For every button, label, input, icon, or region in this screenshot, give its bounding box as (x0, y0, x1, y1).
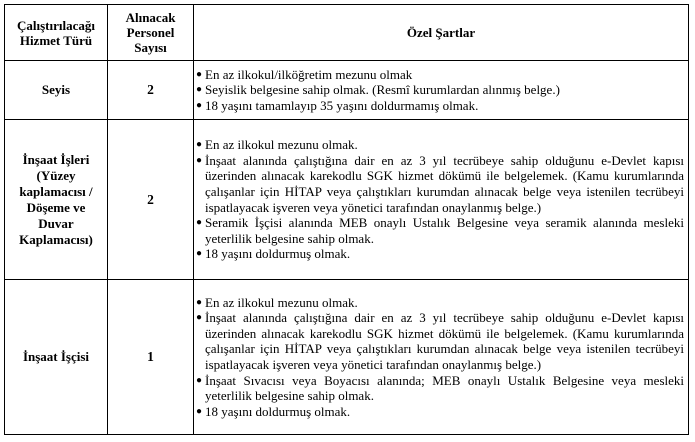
personnel-count-cell: 1 (108, 280, 194, 435)
service-type-cell: İnşaat İşçisi (5, 280, 108, 435)
list-item: ● En az ilkokul mezunu olmak. (196, 294, 358, 310)
table-row (5, 280, 689, 435)
bullet-icon: ● (196, 68, 203, 80)
personnel-count-cell: 2 (108, 120, 194, 280)
table-row (5, 120, 689, 280)
bullet-icon: ● (196, 374, 203, 386)
header-service-type: Çalıştırılacağı Hizmet Türü (5, 5, 108, 61)
bullet-icon: ● (196, 405, 203, 417)
conditions-list (196, 295, 684, 420)
bullet-icon: ● (196, 84, 203, 96)
list-item: ● İnşaat alanında çalıştığına dair en az 3 yıl tecrübeye sahip olduğunu e-Devlet kapısı üzerinden alınacak karekodlu SGK hizmet dökümü ile belgelemek. (Kamu kurumlarında çalışanlar için HİTAP veya çalıştıkları kurumdan alınacak belge veya istenilen tecrübeyi ispatlayacak işveren veya yönetici tarafından onaylanmış belge.) (196, 310, 684, 372)
header-personnel-count: Alınacak Personel Sayısı (108, 5, 194, 61)
bullet-icon: ● (196, 99, 203, 111)
bullet-icon: ● (196, 139, 203, 151)
personnel-count-cell: 2 (108, 61, 194, 120)
bullet-icon: ● (196, 296, 203, 308)
bullet-icon: ● (196, 248, 203, 260)
personnel-requirements-table (4, 4, 689, 435)
conditions-cell (194, 120, 689, 280)
list-item: ● Seramik İşçisi alanında MEB onaylı Ustalık Belgesine veya seramik alanında mesleki yeterlilik belgesine sahip olmak. (196, 215, 684, 246)
list-item: ● İnşaat alanında çalıştığına dair en az 3 yıl tecrübeye sahip olduğunu e-Devlet kapısı üzerinden alınacak karekodlu SGK hizmet dökümü ile belgelemek. (Kamu kurumlarında çalışanlar için HİTAP veya çalıştıkları kurumdan alınacak belge veya istenilen tecrübeyi ispatlayacak işveren veya yönetici tarafından onaylanmış belge.) (196, 152, 684, 215)
bullet-icon: ● (196, 312, 203, 324)
table-row (5, 61, 689, 120)
conditions-list (196, 137, 684, 262)
table-header-row (5, 5, 689, 61)
conditions-list (196, 67, 684, 114)
conditions-cell (194, 280, 689, 435)
list-item: ● Seyislik belgesine sahip olmak. (Resmî kurumlardan alınmış belge.) (196, 82, 560, 98)
list-item: ● En az ilkokul/ilköğretim mezunu olmak (196, 66, 413, 82)
bullet-icon: ● (196, 154, 203, 166)
list-item: ● 18 yaşını doldurmuş olmak. (196, 246, 351, 262)
list-item: ● En az ilkokul mezunu olmak. (196, 137, 358, 153)
list-item: ● İnşaat Sıvacısı veya Boyacısı alanında; MEB onaylı Ustalık Belgesine veya mesleki yeterlilik belgesine sahip olmak. (196, 372, 684, 404)
list-item: ● 18 yaşını tamamlayıp 35 yaşını doldurmamış olmak. (196, 97, 479, 113)
service-type-cell: Seyis (5, 61, 108, 120)
service-type-cell: İnşaat İşleri (Yüzey kaplamacısı / Döşeme ve Duvar Kaplamacısı) (5, 120, 108, 280)
bullet-icon: ● (196, 217, 203, 229)
list-item: ● 18 yaşını doldurmuş olmak. (196, 403, 351, 419)
conditions-cell (194, 61, 689, 120)
header-special-conditions: Özel Şartlar (194, 5, 689, 61)
